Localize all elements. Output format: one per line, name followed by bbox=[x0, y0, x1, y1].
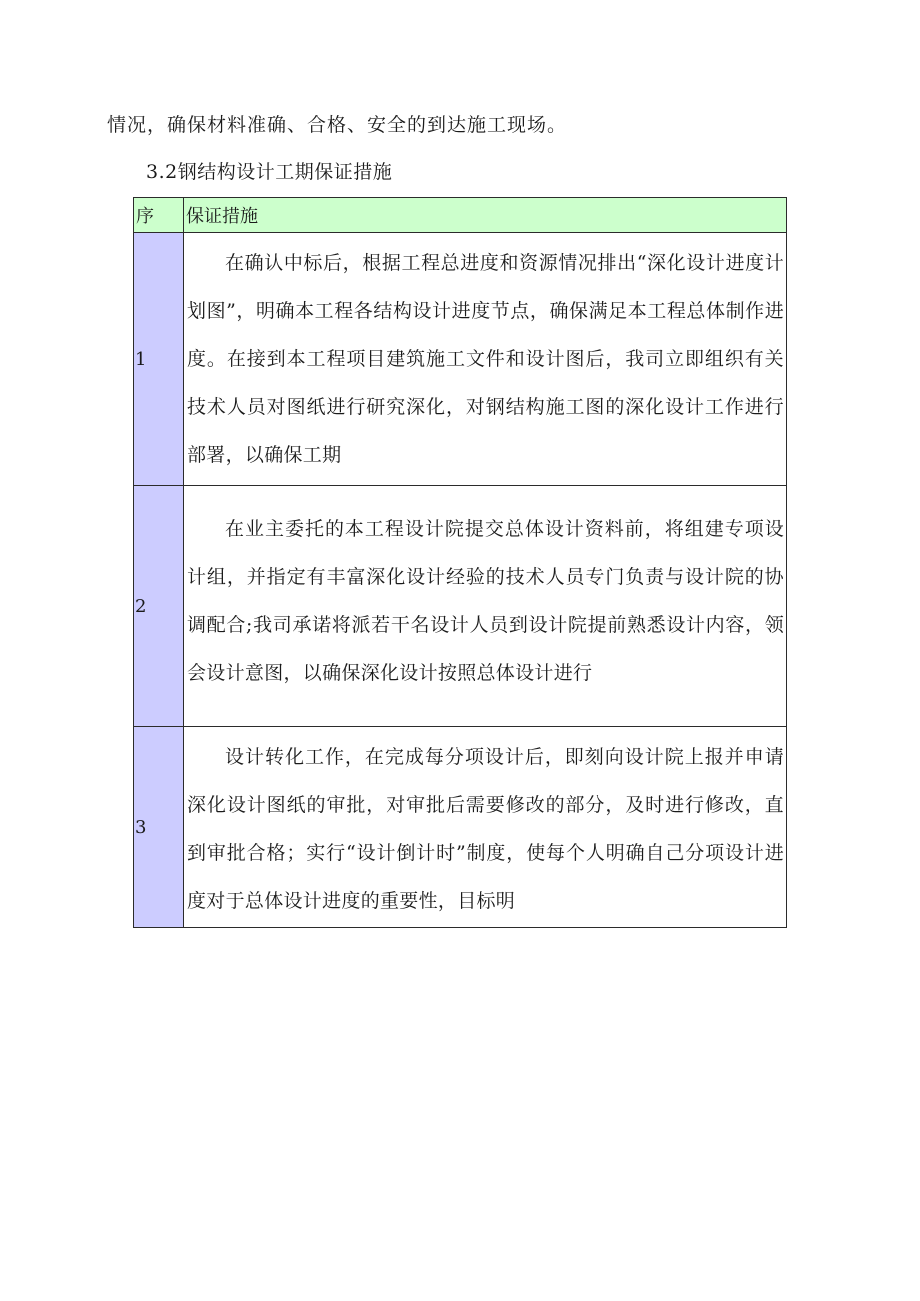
measure-text-cell bbox=[184, 233, 787, 486]
measure-text: 在业主委托的本工程设计院提交总体设计资料前，将组建专项设计组，并指定有丰富深化设计经验的技术人员专门负责与设计院的协调配合;我司承诺将派若干名设计人员到设计院提前熟悉设计内容，领会设计意图，以确保深化设计按照总体设计进行 bbox=[187, 518, 784, 684]
guarantee-measures-table bbox=[133, 197, 787, 928]
table-header-row bbox=[134, 198, 787, 233]
row-number: 3 bbox=[134, 727, 184, 928]
row-number: 2 bbox=[134, 486, 184, 727]
header-measure: 保证措施 bbox=[184, 198, 787, 233]
measure-text: 在确认中标后，根据工程总进度和资源情况排出“深化设计进度计划图”，明确本工程各结构设计进度节点，确保满足本工程总体制作进度。在接到本工程项目建筑施工文件和设计图后，我司立即组织有关技术人员对图纸进行研究深化，对钢结构施工图的深化设计工作进行部署，以确保工期 bbox=[187, 252, 784, 466]
header-no: 序 bbox=[134, 198, 184, 233]
continuation-paragraph: 情况，确保材料准确、合格、安全的到达施工现场。 bbox=[107, 114, 568, 136]
row-number: 1 bbox=[134, 233, 184, 486]
table-row bbox=[134, 727, 787, 928]
measure-text-cell bbox=[184, 486, 787, 727]
measure-text: 设计转化工作，在完成每分项设计后，即刻向设计院上报并申请深化设计图纸的审批，对审批后需要修改的部分，及时进行修改，直到审批合格；实行“设计倒计时”制度，使每个人明确自己分项设计进度对于总体设计进度的重要性，目标明 bbox=[187, 746, 784, 912]
section-heading: 3.2钢结构设计工期保证措施 bbox=[146, 161, 393, 183]
measure-text-cell bbox=[184, 727, 787, 928]
table-row bbox=[134, 486, 787, 727]
table-row bbox=[134, 233, 787, 486]
